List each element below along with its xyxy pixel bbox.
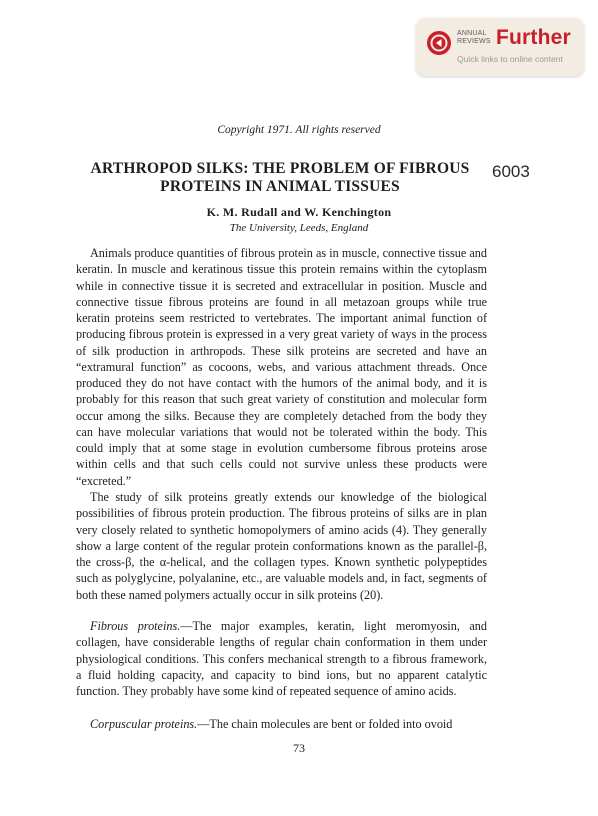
paragraph-text: Animals produce quantities of fibrous protein as in muscle, connective tissue and keratin. In muscle and keratinous tissue this protein remains within the cytoplasm while in connective tissue it is secreted and extracellular in position. Muscle and connective tissue fibrous proteins are found in all metazoan groups while true keratin proteins seem restricted to vertebrates. The important animal function of producing fibrous protein is expressed in a very great variety of ways in the process of silk production in arthropods. These silk proteins are secreted and have an “extramural function” as cocoons, webs, and various attachment threads. Once produced they do not have contact with the humors of the animal body, and it is probably for this reason that such great variety of constitution and molecular form occur among the silks. Because they are completely detached from the body they can have molecular variations that would not be tolerated within the body. This could imply that at some stage in evolution cumbersome fibrous proteins arose within cells and that such cells could not survive unless these products were “excreted.”: [76, 246, 487, 488]
paragraph-lead-fibrous-proteins: Fibrous proteins.: [90, 619, 181, 633]
copyright-notice: Copyright 1971. All rights reserved: [217, 124, 381, 136]
article-title-line1: ARTHROPOD SILKS: THE PROBLEM OF FIBROUS: [90, 160, 470, 177]
page-number: 73: [293, 741, 305, 755]
badge-brand-line1: ANNUAL: [457, 30, 487, 37]
annual-reviews-logo-icon: [426, 30, 452, 56]
paragraph-text: —The chain molecules are bent or folded into ovoid: [197, 717, 453, 731]
paragraph-text: —The major examples, keratin, light meromyosin, and collagen, have considerable lengths of regular chain conformation in them under physiological conditions. This confers mechanical strength to a fibrous framework, a fluid holding capacity, and capacity to bind ions, but no apparent catalytic function. They probably have some kind of repeated sequence of amino acids.: [76, 619, 487, 698]
paragraph-lead-corpuscular-proteins: Corpuscular proteins.: [90, 717, 198, 731]
badge-headline: Further: [496, 26, 571, 49]
article-title-line2: PROTEINS IN ANIMAL TISSUES: [160, 178, 400, 195]
body-paragraph-2: [76, 489, 487, 603]
body-paragraph-4: [76, 716, 487, 732]
badge-brand-line2: REVIEWS: [457, 38, 491, 45]
paragraph-text: The study of silk proteins greatly extends our knowledge of the biological possibilities of fibrous protein production. The fibrous proteins of silks are in plan very closely related to synthetic homopolymers of amino acids (4). They generally show a large content of the regular protein conformations known as the parallel-β, the cross-β, the α-helical, and the collagen types. Known synthetic polypeptides such as polyglycine, polyalanine, etc., are valuable models and, in fact, segments of both these named polymers actually occur in silk proteins (20).: [76, 490, 487, 602]
article-title: [60, 160, 500, 196]
badge-brand: [457, 30, 497, 46]
authors: K. M. Rudall and W. Kenchington: [206, 205, 392, 219]
further-badge[interactable]: [416, 18, 584, 76]
body-paragraph-3: [76, 618, 487, 699]
handwritten-code-number: 6003: [492, 162, 530, 181]
badge-subtitle: Quick links to online content: [457, 54, 563, 64]
body-paragraph-1: [76, 245, 487, 489]
affiliation: The University, Leeds, England: [229, 222, 369, 234]
